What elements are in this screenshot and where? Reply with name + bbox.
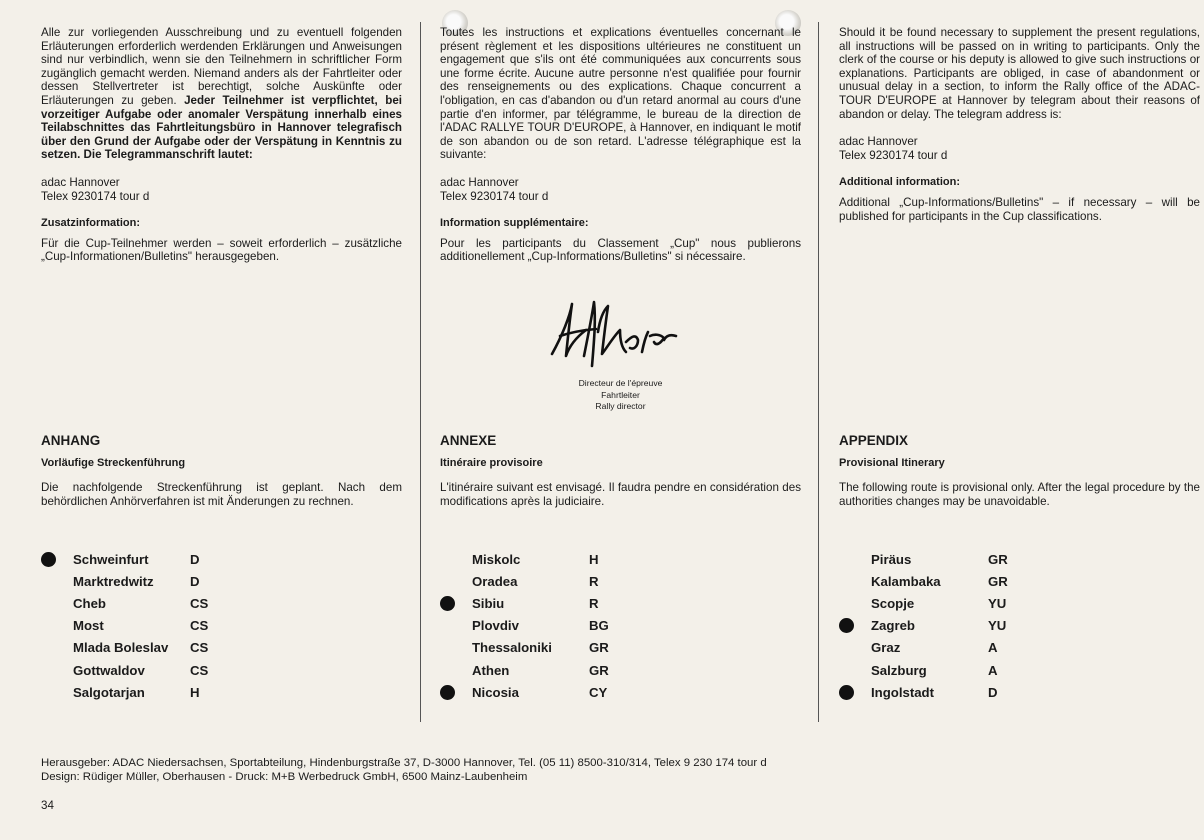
- route-country-code: CS: [190, 662, 209, 678]
- german-column: [41, 26, 402, 264]
- marker-cell: [839, 685, 871, 700]
- route-country-code: GR: [988, 573, 1008, 589]
- route-stop: [440, 592, 740, 614]
- route-country-code: GR: [589, 662, 609, 678]
- route-country-code: D: [988, 684, 998, 700]
- route-stop: [839, 570, 1139, 592]
- route-city: Ingolstadt: [871, 684, 935, 700]
- page-number: 34: [41, 799, 54, 812]
- route-country-code: CS: [190, 595, 209, 611]
- route-stop: [440, 637, 740, 659]
- route-city: Salzburg: [871, 662, 927, 678]
- french-instructions: Toutes les instructions et explications éventuelles concernant le présent règlement et les dispositions ultérieures ne constituent un engagement que s'ils ont été communiquées aux concurrents sous une forme écrite. Aucune autre personne n'est qualifiée pour fournir des renseignements ou des explications. Chaque concurrent a l'obligation, en cas d'abandon ou d'un retard anormal au cours d'une partie d'en informer, par télégramme, le bureau de la direction de l'ADAC RALLYE TOUR D'EUROPE, à Hannover, en indiquant le motif de son abandon ou de son retard. L'adresse télégraphique est la suivante:: [440, 26, 801, 162]
- column-divider: [818, 22, 819, 722]
- section-subtitle: Provisional Itinerary: [839, 456, 945, 469]
- route-stop: [440, 681, 740, 703]
- english-column: [839, 26, 1200, 223]
- telegram-address: adac Hannover: [440, 175, 519, 189]
- route-country-code: CS: [190, 640, 209, 656]
- bullet-marker-icon: [41, 552, 56, 567]
- german-instructions-bold: Jeder Teilnehmer ist verpflichtet, bei vorzeitiger Aufgabe oder anomaler Verspätung innerhalb eines Teilabschnittes das Fahrtleitungsbüro in Hannover telegrafisch über den Grund der Aufgabe oder der Verspätung in Kenntnis zu setzen. Die Telegrammanschrift lautet:: [41, 93, 402, 162]
- route-stop: [41, 570, 341, 592]
- route-stop: [440, 570, 740, 592]
- route-stop: [839, 548, 1139, 570]
- route-stop: [839, 592, 1139, 614]
- route-city: Plovdiv: [472, 618, 519, 634]
- imprint: [41, 756, 1191, 784]
- signature-title-de: Fahrtleiter: [601, 389, 640, 400]
- german-instructions: [41, 26, 402, 162]
- appendix-de: [41, 434, 402, 508]
- marker-cell: [440, 596, 472, 611]
- route-country-code: CY: [589, 684, 608, 700]
- route-stop: [839, 659, 1139, 681]
- route-country-code: YU: [988, 618, 1007, 634]
- route-city: Scopje: [871, 595, 915, 611]
- route-city: Miskolc: [472, 551, 521, 567]
- route-stop: [440, 615, 740, 637]
- section-title: ANHANG: [41, 433, 101, 448]
- route-city: Zagreb: [871, 618, 915, 634]
- route-country-code: R: [589, 573, 599, 589]
- section-text: Die nachfolgende Streckenführung ist geplant. Nach dem behördlichen Anhörverfahren ist mit Änderungen zu rechnen.: [41, 481, 402, 508]
- route-city: Schweinfurt: [73, 551, 149, 567]
- route-list-part1: [41, 548, 341, 703]
- route-city: Graz: [871, 640, 901, 656]
- additional-info-heading: Zusatzinformation:: [41, 217, 140, 230]
- route-country-code: CS: [190, 618, 209, 634]
- route-city: Marktredwitz: [73, 573, 154, 589]
- route-list-part3: [839, 548, 1139, 703]
- route-stop: [839, 681, 1139, 703]
- route-stop: [41, 592, 341, 614]
- route-stop: [41, 681, 341, 703]
- signature-block: [440, 296, 801, 416]
- route-city: Most: [73, 618, 104, 634]
- section-subtitle: Itinéraire provisoire: [440, 456, 543, 469]
- section-subtitle: Vorläufige Streckenführung: [41, 456, 186, 469]
- route-city: Salgotarjan: [73, 684, 145, 700]
- marker-cell: [440, 685, 472, 700]
- bullet-marker-icon: [839, 618, 854, 633]
- telex-number: Telex 9230174 tour d: [839, 148, 948, 162]
- route-country-code: H: [589, 551, 599, 567]
- additional-info-text: Additional „Cup-Informations/Bulletins" – if necessary – will be published for participants in the Cup classifications.: [839, 195, 1200, 223]
- route-country-code: D: [190, 551, 200, 567]
- telegram-address: adac Hannover: [839, 135, 918, 149]
- route-country-code: D: [190, 573, 200, 589]
- route-country-code: R: [589, 595, 599, 611]
- route-country-code: GR: [988, 551, 1008, 567]
- route-city: Piräus: [871, 551, 912, 567]
- additional-info-text: Für die Cup-Teilnehmer werden – soweit erforderlich – zusätzliche „Cup-Informationen/Bulletins" herausgegeben.: [41, 236, 402, 264]
- german-instructions-text: Alle zur vorliegenden Ausschreibung und zu eventuell folgenden Erläuterungen erforderlich werdenden Erklärungen und Anweisungen sind nur verbindlich, wenn sie den Teilnehmern in schriftlicher Form zugänglich gemacht werden. Niemand anders als der Fahrtleiter oder dessen Stellvertreter ist berechtigt, solche Auskünfte oder Erläuterungen zu geben.: [41, 26, 402, 107]
- imprint-publisher: Herausgeber: ADAC Niedersachsen, Sportabteilung, Hindenburgstraße 37, D-3000 Hannover, Tel. (05 11) 8500-310/314, Telex 9 230 174 tour d: [41, 757, 767, 769]
- bullet-marker-icon: [839, 685, 854, 700]
- route-city: Kalambaka: [871, 573, 941, 589]
- signature-title-en: Rally director: [595, 401, 646, 411]
- section-title: APPENDIX: [839, 433, 909, 448]
- telex-number: Telex 9230174 tour d: [440, 189, 549, 203]
- imprint-design-print: Design: Rüdiger Müller, Oberhausen - Druck: M+B Werbedruck GmbH, 6500 Mainz-Laubenheim: [41, 771, 528, 783]
- handwritten-signature: [542, 296, 682, 376]
- marker-cell: [41, 552, 73, 567]
- route-city: Cheb: [73, 595, 106, 611]
- english-instructions: Should it be found necessary to supplement the present regulations, all instructions will be passed on in writing to participants. Only the clerk of the course or his deputy is allowed to give such instructions or explanations. Participants are obliged, in case of abandonment or unusual delay in a section, to inform the Rally office of the ADAC-TOUR D'EUROPE at Hannover by telegram about their reasons of abandon or delay. The telegram address is:: [839, 26, 1200, 121]
- appendix-en: [839, 434, 1200, 508]
- signature-caption: [440, 378, 801, 413]
- route-stop: [440, 548, 740, 570]
- route-country-code: BG: [589, 618, 609, 634]
- additional-info-heading: Additional information:: [839, 176, 960, 189]
- additional-info-text: Pour les participants du Classement „Cup" nous publierons additionellement „Cup-Informations/Bulletins" si nécessaire.: [440, 236, 801, 264]
- bullet-marker-icon: [440, 596, 455, 611]
- route-country-code: A: [988, 640, 998, 656]
- route-stop: [41, 615, 341, 637]
- additional-info-heading: Information supplémentaire:: [440, 217, 589, 230]
- route-stop: [41, 637, 341, 659]
- route-stop: [41, 548, 341, 570]
- route-city: Mlada Boleslav: [73, 640, 169, 656]
- column-divider: [420, 22, 421, 722]
- route-stop: [440, 659, 740, 681]
- telegram-address: adac Hannover: [41, 175, 120, 189]
- signature-title-fr: Directeur de l'épreuve: [578, 378, 663, 388]
- route-stop: [839, 615, 1139, 637]
- route-city: Oradea: [472, 573, 518, 589]
- marker-cell: [839, 618, 871, 633]
- route-country-code: A: [988, 662, 998, 678]
- french-column: [440, 26, 801, 264]
- route-stop: [839, 637, 1139, 659]
- route-country-code: H: [190, 684, 200, 700]
- route-list-part2: [440, 548, 740, 703]
- route-city: Athen: [472, 662, 510, 678]
- route-country-code: GR: [589, 640, 609, 656]
- route-city: Nicosia: [472, 684, 519, 700]
- appendix-fr: [440, 434, 801, 508]
- route-country-code: YU: [988, 595, 1007, 611]
- telex-number: Telex 9230174 tour d: [41, 189, 150, 203]
- route-stop: [41, 659, 341, 681]
- route-city: Gottwaldov: [73, 662, 145, 678]
- section-title: ANNEXE: [440, 433, 497, 448]
- bullet-marker-icon: [440, 685, 455, 700]
- section-text: L'itinéraire suivant est envisagé. Il faudra pendre en considération des modifications après la judiciaire.: [440, 481, 801, 508]
- section-text: The following route is provisional only. After the legal procedure by the authorities changes may be unavoidable.: [839, 481, 1200, 508]
- route-city: Thessaloniki: [472, 640, 552, 656]
- route-city: Sibiu: [472, 595, 505, 611]
